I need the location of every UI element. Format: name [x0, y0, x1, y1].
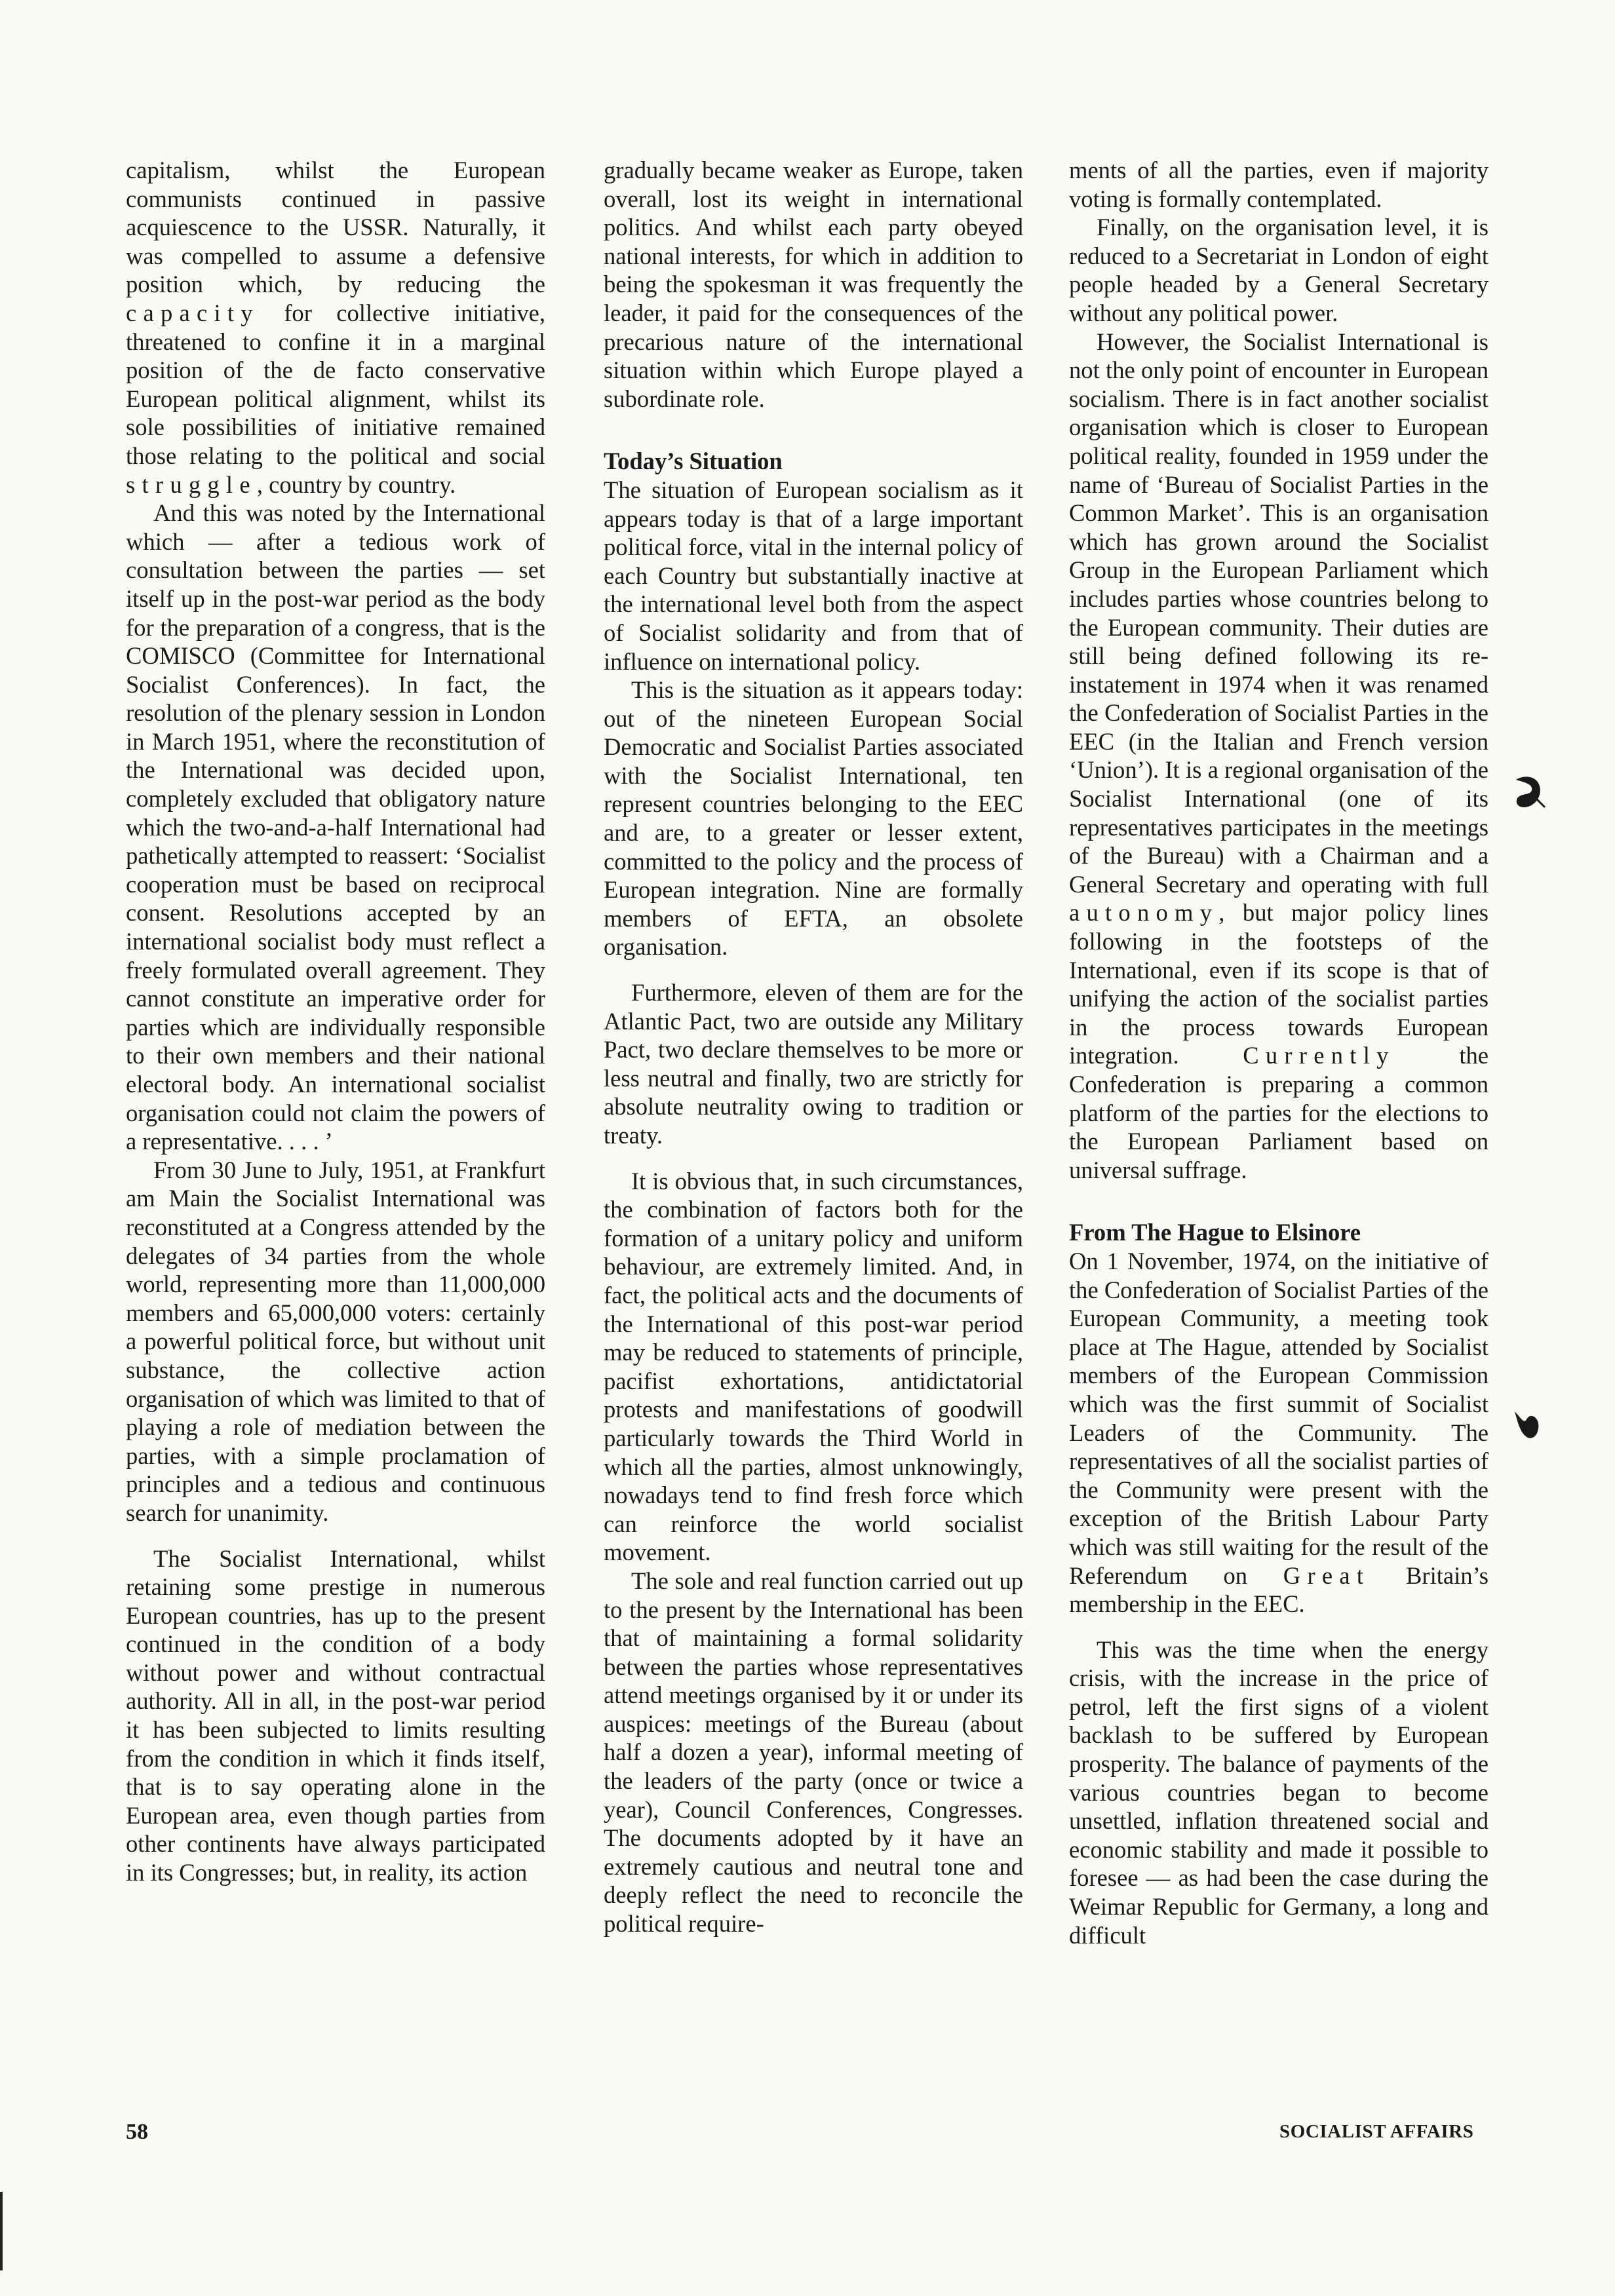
- spaced-word: Great: [1283, 1561, 1371, 1589]
- ink-blot-mark: [1511, 773, 1547, 811]
- paragraph: gradually became weaker as Europe, taken overall, lost its weight in international politics. And whilst each party obeyed national interests, for which in addition to being the spokesman it was frequently the leader, it paid for the consequences of the precarious nature of the international situation within which Europe played a subordinate role.: [604, 157, 1023, 412]
- spaced-word: capacity: [126, 299, 260, 326]
- paragraph: However, the Socialist International is not the only point of encounter in European socialism. There is in fact another socialist organisation which is closer to European political reality, founded in 1959 under the name of ‘Bureau of Socialist Parties in the Common Market’. This is an organisation which has grown around the Socialist Group in the European Parliament which includes parties whose countries belong to the European community. Their duties are still being defined following its re-instatement in 1974 when it was renamed the Confederation of Socialist Parties in the EEC (in the Italian and French version ‘Union’). It is a regional organisation of the Socialist International (one of its representatives participates in the meetings of the Bureau) with a Chairman and a General Secretary and operating with full autonomy, but major policy lines following in the footsteps of the International, even if its scope is that of unifying the action of the socialist parties in the process towards European integration. Currently the Confederation is preparing a common platform of the parties for the elections to the European Parliament based on universal suffrage.: [1069, 328, 1489, 1183]
- text-column-1: [126, 156, 545, 1887]
- paragraph: It is obvious that, in such circumstances, the combination of factors both for the formation of a unitary policy and uniform behaviour, are extremely limited. And, in fact, the political acts and the documents of the International of this post-war period may be reduced to statements of principle, pacifist exhortations, antidictatorial protests and manifestations of goodwill particularly towards the Third World in which all the parties, almost unknowingly, nowadays tend to find fresh force which can reinforce the world socialist movement.: [604, 1167, 1023, 1566]
- text-column-3: [1069, 156, 1489, 1949]
- paragraph: From 30 June to July, 1951, at Frankfurt am Main the Socialist International was reconstituted at a Congress attended by the delegates of 34 parties from the whole world, representing more than 11,000,000 members and 65,000,000 voters: certainly a powerful political force, but without unit substance, the collective action organisation of which was limited to that of playing a role of mediation between the parties, with a simple proclamation of principles and a tedious and continuous search for unanimity.: [126, 1156, 545, 1526]
- paragraph: capitalism, whilst the European communists continued in passive acquiescence to the USSR. Naturally, it was compelled to assume a defensive position which, by reducing the capacity for collective initiative, threatened to confine it in a marginal position of the de facto conservative European political alignment, whilst its sole possibilities of initiative remained those relating to the political and social struggle, country by country.: [126, 157, 545, 498]
- section-heading-hague-elsinore: From The Hague to Elsinore: [1069, 1219, 1361, 1246]
- spaced-word: autonomy: [1069, 899, 1219, 927]
- text-column-2: [604, 156, 1023, 1938]
- scan-edge-mark: [0, 2192, 3, 2270]
- paragraph: Furthermore, eleven of them are for the Atlantic Pact, two are outside any Military Pact, two declare themselves to be more or less neutral and finally, two are strictly for absolute neutrality owing to tradition or treaty.: [604, 979, 1023, 1149]
- paragraph: The Socialist International, whilst retaining some prestige in numerous European countries, has up to the present continued in the condition of a body without power and without contractual authority. All in all, in the post-war period it has been subjected to limits resulting from the condition in which it finds itself, that is to say operating alone in the European area, even though parties from other continents have always participated in its Congresses; but, in reality, its action: [126, 1544, 545, 1886]
- section-heading-todays-situation: Today’s Situation: [604, 448, 783, 475]
- paragraph: On 1 November, 1974, on the initiative of the Confederation of Socialist Parties of the European Community, a meeting took place at The Hague, attended by Socialist members of the European Commission which was the first summit of Socialist Leaders of the Community. The representatives of all the socialist parties of the Community were present with the exception of the British Labour Party which was still waiting for the result of the Referendum on Great Britain’s membership in the EEC.: [1069, 1247, 1489, 1618]
- paragraph: This is the situation as it appears today: out of the nineteen European Social Democratic and Socialist Parties associated with the Socialist International, ten represent countries belonging to the EEC and are, to a greater or lesser extent, committed to the policy and the process of European integration. Nine are formally members of EFTA, an obsolete organisation.: [604, 676, 1023, 961]
- paragraph: This was the time when the energy crisis, with the increase in the price of petrol, left the first signs of a violent backlash to be suffered by European prosperity. The balance of payments of the various countries began to become unsettled, inflation threatened social and economic stability and made it possible to foresee — as had been the case during the Weimar Republic for Germany, a long and difficult: [1069, 1636, 1489, 1949]
- running-footer-journal: SOCIALIST AFFAIRS: [1279, 2121, 1474, 2142]
- paragraph: The situation of European socialism as it appears today is that of a large important political force, vital in the internal policy of each Country but substantially inactive at the international level both from the aspect of Socialist solidarity and from that of influence on international policy.: [604, 476, 1023, 675]
- paragraph: And this was noted by the International which — after a tedious work of consultation between the parties — set itself up in the post-war period as the body for the preparation of a congress, that is the COMISCO (Committee for International Socialist Conferences). In fact, the resolution of the plenary session in London in March 1951, where the reconstitution of the International was decided upon, completely excluded that obligatory nature which the two-and-a-half International had pathetically attempted to reassert: ‘Socialist cooperation must be based on reciprocal consent. Resolutions accepted by an international socialist body must reflect a freely formulated overall agreement. They cannot constitute an imperative order for parties which are individually responsible to their own members and their national electoral body. An international socialist organisation could not claim the powers of a representative. . . . ’: [126, 499, 545, 1155]
- paragraph: Finally, on the organisation level, it is reduced to a Secretariat in London of eight people headed by a General Secretary without any political power.: [1069, 214, 1489, 326]
- spaced-word: Currently: [1243, 1042, 1395, 1069]
- ink-blot-mark: [1511, 1407, 1542, 1442]
- paragraph: ments of all the parties, even if majority voting is formally contemplated.: [1069, 157, 1489, 212]
- page-number: 58: [126, 2120, 148, 2144]
- spaced-word: struggle: [126, 470, 257, 498]
- paragraph: The sole and real function carried out up to the present by the International has been that of maintaining a formal solidarity between the parties whose representatives attend meetings organised by it or under its auspices: meetings of the Bureau (about half a dozen a year), informal meeting of the leaders of the party (once or twice a year), Council Conferences, Congresses. The documents adopted by it have an extremely cautious and neutral tone and deeply reflect the need to reconcile the political require-: [604, 1567, 1023, 1938]
